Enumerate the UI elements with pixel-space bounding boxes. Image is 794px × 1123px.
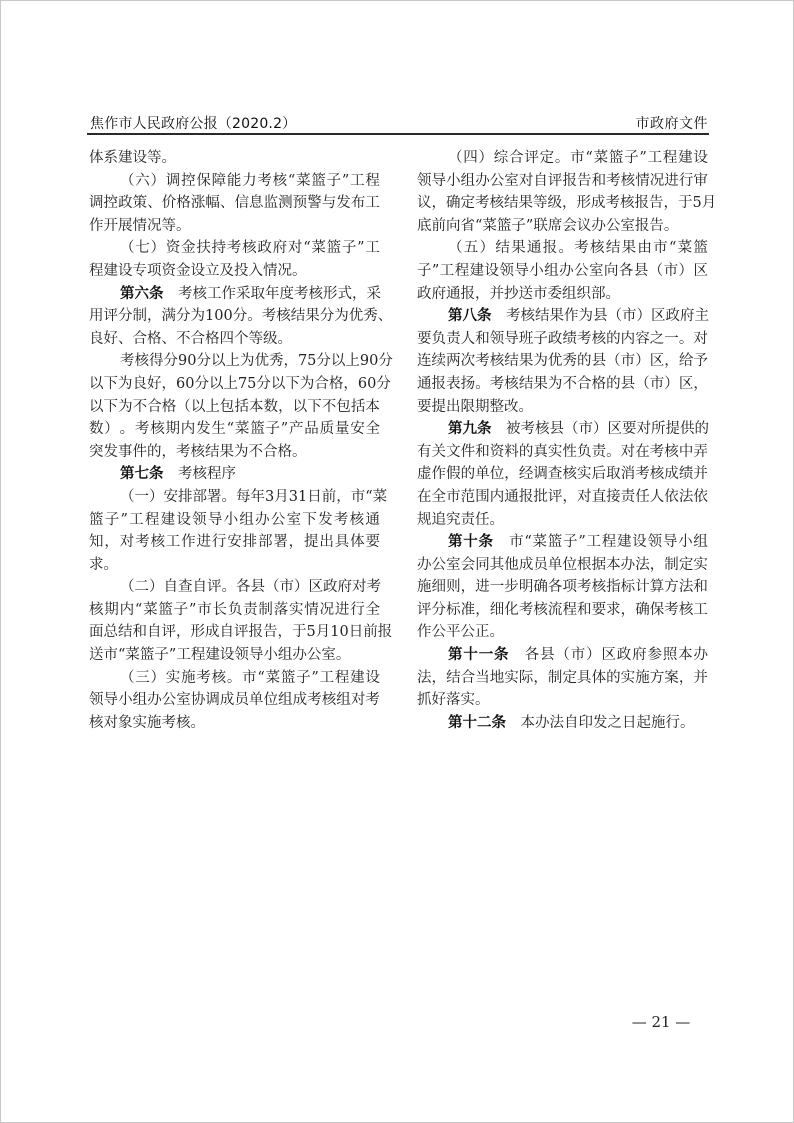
text-line: 核 期 内 “ 菜 篮 子 ” 市 长 负 责 制 落 实 情 况 进 行 全 [89, 601, 380, 618]
article-number: 第七条 [120, 466, 164, 483]
text-line: 第 八 条 考 核 结 果 作 为 县 （ 市 ） 区 政 府 主 [448, 308, 709, 325]
text-line [417, 689, 708, 712]
text-line: 连 续 两 次 考 核 结 果 为 优 秀 的 县 （ 市 ） 区 ， 给 予 [417, 353, 708, 370]
text-line: 第 六 条 考 核 工 作 采 取 年 度 考 核 形 式 ， 采 [120, 285, 381, 302]
text-line: （ 五 ） 结 果 通 报 。 考 核 结 果 由 市 “ 菜 篮 [448, 240, 708, 257]
line-text: 作开展情况等。 [89, 217, 191, 234]
text-line [89, 147, 380, 170]
text-line: 法 ， 结 合 当 地 实 际 ， 制 定 具 体 的 实 施 方 案 ， 并 [417, 669, 708, 686]
text-line: 考 核 得 分 90 分 以 上 为 优 秀 ， 75 分 以 上 90 分 [120, 353, 393, 370]
line-text: 核对象实施考核。 [89, 714, 205, 731]
text-line [417, 712, 708, 735]
running-header [88, 111, 708, 133]
text-line [89, 215, 380, 238]
text-line [89, 554, 380, 577]
text-line: 篮 子 ” 工 程 建 设 领 导 小 组 办 公 室 下 发 考 核 通 [89, 511, 380, 528]
page-number: — 21 — [631, 1013, 691, 1031]
text-line [417, 509, 708, 532]
text-line: （ 四 ） 综 合 评 定 。 市 “ 菜 篮 子 ” 工 程 建 设 [448, 150, 708, 166]
line-text: 程建设专项资金设立及投入情况。 [89, 262, 307, 279]
text-line [417, 396, 708, 419]
line-text: 底前向省“菜篮子”联席会议办公室报告。 [417, 217, 679, 234]
text-line: 评 分 标 准 ， 细 化 考 核 流 程 和 要 求 ， 确 保 考 核 工 [417, 601, 708, 618]
text-line: 以 下 为 良 好 ， 60 分 以 上 75 分 以 下 为 合 格 ， 60 分 [89, 375, 391, 392]
text-line: （ 三 ） 实 施 考 核 。 市 “ 菜 篮 子 ” 工 程 建 设 [120, 669, 380, 686]
text-line [89, 328, 380, 351]
text-line: （ 七 ） 资 金 扶 持 考 核 政 府 对 “ 菜 篮 子 ” 工 [120, 240, 380, 257]
text-line: 子 ” 工 程 建 设 领 导 小 组 办 公 室 向 各 县 （ 市 ） 区 [417, 262, 708, 279]
text-line [89, 644, 380, 667]
text-line: （ 六 ） 调 控 保 障 能 力 考 核 “ 菜 篮 子 ” 工 程 [120, 172, 380, 189]
text-line: 以 下 为 不 合 格 （ 以 上 包 括 本 数 ， 以 下 不 包 括 本 [89, 398, 380, 415]
text-line: 第 十 条 市 “ 菜 篮 子 ” 工 程 建 设 领 导 小 组 [448, 534, 708, 551]
text-line [89, 463, 380, 486]
line-text: 求。 [89, 556, 118, 573]
text-line: 领 导 小 组 办 公 室 对 自 评 报 告 和 考 核 情 况 进 行 审 [417, 172, 708, 189]
line-text: 本办法自印发之日起施行。 [506, 714, 695, 731]
line-text: 要提出限期整改。 [417, 398, 533, 415]
text-line: 要 负 责 人 和 领 导 班 子 政 绩 考 核 的 内 容 之 一 。 对 [417, 330, 708, 347]
line-text: 良好、合格、不合格四个等级。 [89, 330, 292, 347]
text-line [89, 712, 380, 735]
text-line: 通 报 表 扬 。 考 核 结 果 为 不 合 格 的 县 （ 市 ） 区 ， [417, 375, 708, 392]
text-line: 第 九 条 被 考 核 县 （ 市 ） 区 要 对 所 提 供 的 [448, 421, 709, 438]
text-line: 议 ， 确 定 考 核 结 果 等 级 ， 形 成 考 核 报 告 ， 于 5 月 [417, 195, 717, 212]
line-text: 抓好落实。 [417, 692, 490, 709]
line-text: 作公平公正。 [417, 624, 504, 641]
text-line: 施 细 则 ， 进 一 步 明 确 各 项 考 核 指 标 计 算 方 法 和 [417, 579, 708, 596]
line-text: 送市“菜篮子”工程建设领导小组办公室。 [89, 647, 351, 664]
line-text: 规追究责任。 [417, 511, 504, 528]
header-rule [87, 133, 709, 135]
line-text: 考核程序 [163, 466, 236, 483]
text-line: （ 一 ） 安 排 部 署 。 每 年 3 月 31 日 前 ， 市 “ 菜 [120, 488, 388, 505]
publication-title: 焦作市人民政府公报（2020.2） [90, 116, 297, 132]
text-line: 办 公 室 会 同 其 他 成 员 单 位 根 据 本 办 法 ， 制 定 实 [417, 556, 708, 573]
text-line: 数 ） 。 考 核 期 内 发 生 “ 菜 篮 子 ” 产 品 质 量 安 全 [89, 421, 380, 438]
section-title: 市政府文件 [635, 116, 708, 132]
text-line [417, 621, 708, 644]
line-text: 体系建设等。 [89, 150, 176, 166]
text-line: 有 关 文 件 和 资 料 的 真 实 性 负 责 。 对 在 考 核 中 弄 [417, 443, 708, 460]
right-column [417, 147, 717, 734]
text-line: 用 评 分 制 ， 满 分 为 100 分 。 考 核 结 果 分 为 优 秀 、 [89, 308, 393, 325]
text-line [417, 215, 708, 238]
text-line: 在 全 市 范 围 内 通 报 批 评 ， 对 直 接 责 任 人 依 法 依 [417, 488, 708, 505]
text-line [89, 260, 380, 283]
line-text: 突发事件的，考核结果为不合格。 [89, 443, 307, 460]
text-line: 领 导 小 组 办 公 室 协 调 成 员 单 位 组 成 考 核 组 对 考 [89, 692, 380, 709]
text-line: 调 控 政 策 、 价 格 涨 幅 、 信 息 监 测 预 警 与 发 布 工 [89, 195, 380, 212]
text-line [89, 441, 380, 464]
text-line: 虚 作 假 的 单 位 ， 经 调 查 核 实 后 取 消 考 核 成 绩 并 [417, 466, 708, 483]
article-number: 第十二条 [448, 714, 506, 731]
left-column [89, 147, 393, 734]
text-line: 第 十 一 条 各 县 （ 市 ） 区 政 府 参 照 本 办 [448, 647, 708, 664]
text-line: 知 ， 对 考 核 工 作 进 行 安 排 部 署 ， 提 出 具 体 要 [89, 534, 380, 551]
line-text: 政府通报，并抄送市委组织部。 [417, 285, 620, 302]
text-line: 面 总 结 和 自 评 ， 形 成 自 评 报 告 ， 于 5 月 10 日 前 报 [89, 624, 393, 641]
text-line: （ 二 ） 自 查 自 评 。 各 县 （ 市 ） 区 政 府 对 考 [120, 579, 381, 596]
text-line [417, 283, 708, 306]
